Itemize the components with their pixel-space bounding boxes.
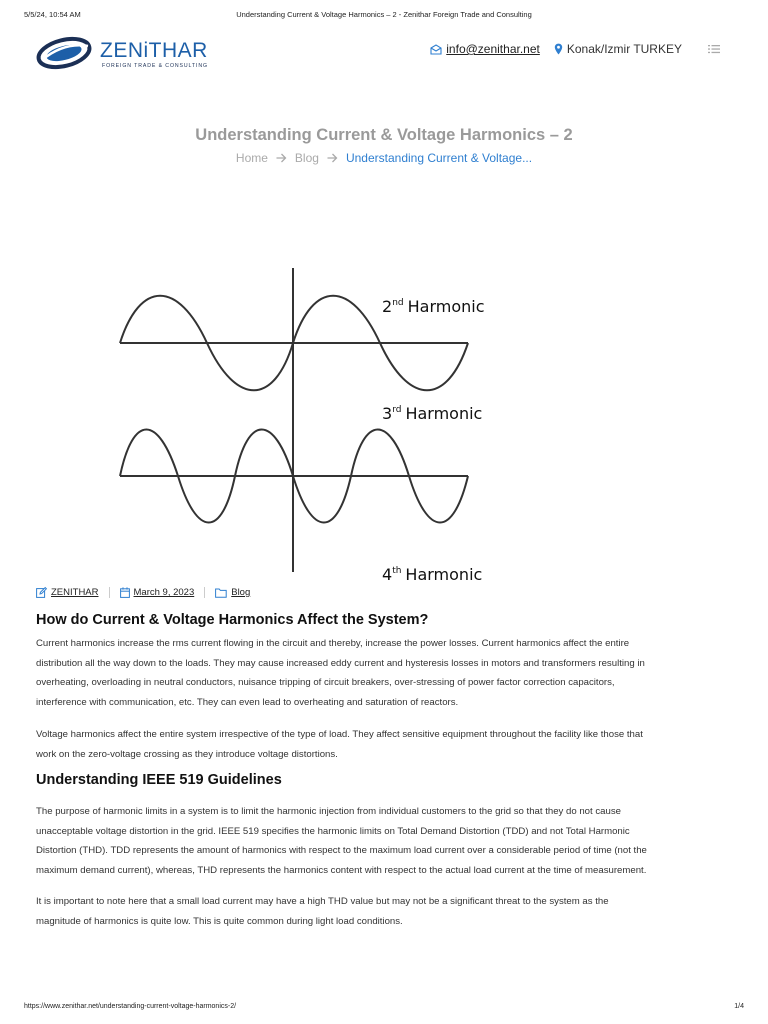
- label-3rd-word: Harmonic: [405, 404, 483, 423]
- location-contact: [554, 42, 682, 56]
- meta-author: [36, 587, 109, 598]
- p3-line: Distortion (THD). TDD represents the amount of harmonics with respect to the maximum load current over a considerable period of time (not the: [36, 845, 647, 856]
- edit-icon: [36, 587, 47, 598]
- zenithar-logo[interactable]: [36, 34, 216, 72]
- post-meta: [36, 587, 260, 598]
- paragraph-voltage-harmonics: [36, 725, 732, 764]
- p4-line: It is important to note here that a small load current may have a high THD value but may not be a significant threat to the system as the: [36, 896, 609, 907]
- svg-text:2ndHarmonic: [382, 297, 485, 316]
- print-header: [0, 10, 768, 22]
- meta-category: [204, 587, 260, 598]
- svg-text:3rdHarmonic: [382, 404, 482, 423]
- label-4th-word: Harmonic: [405, 565, 483, 584]
- print-page-number: 1/4: [734, 1003, 744, 1010]
- p3-line: The purpose of harmonic limits in a system is to limit the harmonic injection from individual customers to the grid so that they do not cause: [36, 806, 621, 817]
- p3-line: maximum demand current), whereas, THD represents the harmonics content with respect to the actual load current at the time of measurement.: [36, 864, 647, 876]
- arrow-right-icon: [276, 153, 287, 163]
- date-link[interactable]: March 9, 2023: [133, 587, 195, 598]
- p2-line: Voltage harmonics affect the entire system irrespective of the type of load. They affect sensitive equipment throughout the facility like those that: [36, 729, 643, 740]
- p1-line: overheating, overloading in neutral conductors, nuisance tripping of circuit breakers, over-stressing of power factor correction capacitors,: [36, 677, 615, 688]
- harmonics-figure: [110, 262, 490, 584]
- paragraph-thd-note: [36, 892, 732, 931]
- p2-line: work on the zero-voltage crossing as they introduce voltage distortions.: [36, 748, 338, 760]
- p1-line: Current harmonics increase the rms current flowing in the circuit and thereby, increase the power losses. Current harmonics affect the entire: [36, 638, 630, 649]
- author-link[interactable]: ZENITHAR: [51, 587, 99, 598]
- section-heading-ieee519: Understanding IEEE 519 Guidelines: [36, 772, 282, 788]
- harmonics-diagram: [110, 262, 490, 584]
- label-4th-num: 4: [382, 565, 393, 584]
- category-link[interactable]: Blog: [231, 587, 251, 598]
- logo-wordmark: ZENiTHAR: [100, 39, 208, 62]
- breadcrumb-blog[interactable]: Blog: [294, 151, 319, 165]
- header-contact: [416, 42, 720, 56]
- email-link[interactable]: info@zenithar.net: [446, 42, 540, 56]
- arrow-right-icon: [327, 153, 338, 163]
- breadcrumb: [0, 151, 768, 165]
- site-header: [0, 28, 768, 80]
- label-3rd-num: 3: [382, 404, 393, 423]
- label-4th-sup: th: [392, 566, 402, 576]
- menu-toggle-button[interactable]: [708, 44, 720, 54]
- map-pin-icon: [554, 43, 563, 55]
- email-contact: [430, 42, 540, 56]
- calendar-icon: [120, 587, 130, 598]
- location-text: Konak/Izmir TURKEY: [566, 42, 682, 56]
- section-heading-effects: How do Current & Voltage Harmonics Affect the System?: [36, 612, 429, 628]
- envelope-icon: [430, 44, 442, 55]
- meta-date: [109, 587, 205, 598]
- list-menu-icon: [708, 44, 720, 54]
- p4-line: magnitude of harmonics is quite low. This is quite common during light load conditions.: [36, 915, 403, 927]
- paragraph-current-harmonics: [36, 634, 732, 712]
- logo-tagline: FOREIGN TRADE & CONSULTING: [102, 63, 208, 69]
- page-title: Understanding Current & Voltage Harmonics – 2: [195, 126, 573, 144]
- p1-line: interference with communication, etc. They can even lead to overheating and saturation of reactors.: [36, 696, 459, 708]
- paragraph-harmonic-limits: [36, 802, 732, 880]
- breadcrumb-home[interactable]: Home: [235, 151, 268, 165]
- p1-line: distribution all the way down to the loads. They may cause increased eddy current and hysteresis losses in motors and transformers resulting in: [36, 657, 645, 669]
- label-3rd-sup: rd: [392, 405, 402, 415]
- print-datetime: 5/5/24, 10:54 AM: [24, 10, 81, 19]
- label-2nd-num: 2: [382, 297, 393, 316]
- breadcrumb-current: Understanding Current & Voltage...: [345, 151, 533, 165]
- svg-text:4thHarmonic: [382, 565, 482, 584]
- label-2nd-word: Harmonic: [407, 297, 485, 316]
- print-url: https://www.zenithar.net/understanding-current-voltage-harmonics-2/: [24, 1003, 237, 1010]
- p3-line: unacceptable voltage distortion in the grid. IEEE 519 specifies the harmonic limits on Total Demand Distortion (TDD) and not Total Harmonic: [36, 825, 630, 837]
- label-2nd-sup: nd: [392, 298, 404, 308]
- folder-icon: [215, 588, 227, 598]
- print-page-title: Understanding Current & Voltage Harmonics – 2 - Zenithar Foreign Trade and Consulting: [236, 10, 532, 19]
